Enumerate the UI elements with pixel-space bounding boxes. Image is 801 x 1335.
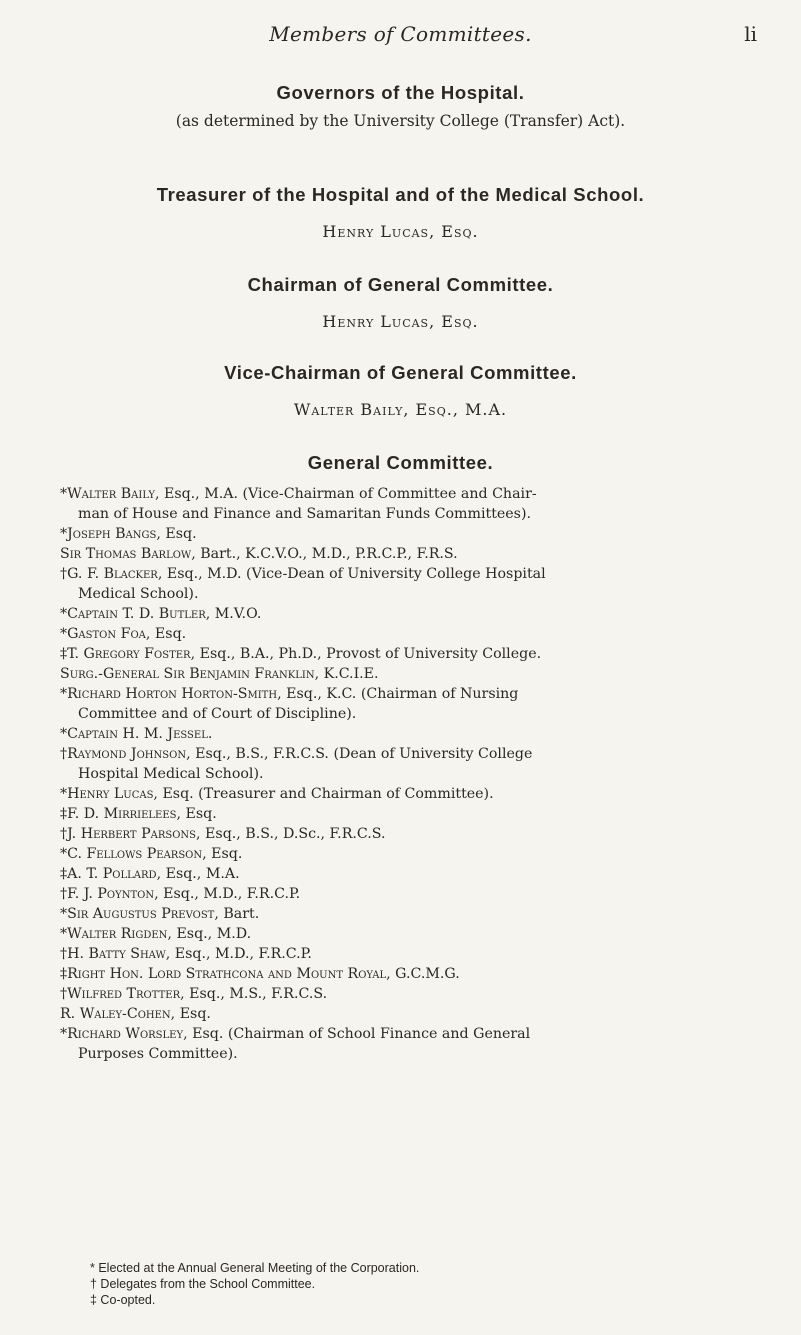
member-details: , Esq., M.D., F.R.C.P. <box>154 886 301 902</box>
member-details: , Esq. <box>176 806 217 822</box>
general-committee-heading: General Committee. <box>307 452 494 473</box>
member-details: , K.C.I.E. <box>314 666 379 682</box>
member-entry <box>60 684 760 724</box>
member-details-continued: Purposes Committee). <box>78 1046 238 1062</box>
chairman-heading: Chairman of General Committee. <box>247 274 554 295</box>
member-details-continued: Hospital Medical School). <box>78 766 264 782</box>
vice-chairman-name: Walter Baily, Esq., M.A. <box>293 400 508 419</box>
member-name: Right Hon. Lord Strathcona and Mount Royal <box>67 966 387 982</box>
member-mark: † <box>60 566 68 582</box>
governors-section <box>0 82 801 130</box>
member-details: , M.V.O. <box>205 606 262 622</box>
member-entry <box>60 964 760 984</box>
member-mark: † <box>60 826 68 842</box>
member-name: T. Gregory Foster <box>67 646 191 662</box>
member-name: F. D. Mirrielees <box>67 806 177 822</box>
member-mark: ‡ <box>60 806 68 822</box>
member-mark: * <box>60 906 68 922</box>
member-name: Henry Lucas <box>67 786 154 802</box>
member-mark: ‡ <box>60 966 68 982</box>
member-entry <box>60 1024 760 1064</box>
member-name: Walter Rigden <box>67 926 168 942</box>
footnotes <box>90 1260 750 1308</box>
footnote: ‡ Co-opted. <box>90 1293 156 1307</box>
member-name: Richard Worsley <box>67 1026 184 1042</box>
member-entry <box>60 844 760 864</box>
member-name: F. J. Poynton <box>67 886 155 902</box>
member-mark: * <box>60 1026 68 1042</box>
member-entry <box>60 524 760 544</box>
member-name: C. Fellows Pearson <box>67 846 203 862</box>
member-entry <box>60 604 760 624</box>
member-details: , Esq., M.D. (Vice-Dean of University College Hospital <box>157 566 546 582</box>
member-mark: * <box>60 526 68 542</box>
member-details: , Bart. <box>214 906 260 922</box>
member-entry <box>60 544 760 564</box>
member-details: , Esq. <box>145 626 187 642</box>
footnote: † Delegates from the School Committee. <box>90 1277 316 1291</box>
member-details-continued: Medical School). <box>78 586 199 602</box>
member-mark: * <box>60 926 68 942</box>
treasurer-name: Henry Lucas, Esq. <box>322 222 479 241</box>
running-head <box>0 22 801 52</box>
member-details: , Esq., M.A. <box>156 866 240 882</box>
member-entry <box>60 744 760 784</box>
member-entry <box>60 884 760 904</box>
member-details: , Esq., B.S., D.Sc., F.R.C.S. <box>196 826 386 842</box>
member-entry <box>60 824 760 844</box>
general-committee-heading-wrap <box>0 452 801 474</box>
member-entry <box>60 804 760 824</box>
member-name: G. F. Blacker <box>67 566 158 582</box>
member-name: Sir Thomas Barlow <box>60 546 192 562</box>
member-details: , Esq., K.C. (Chairman of Nursing <box>277 686 519 702</box>
member-mark: * <box>60 606 68 622</box>
member-entry <box>60 644 760 664</box>
member-name: Surg.-General Sir Benjamin Franklin <box>60 666 315 682</box>
member-mark: † <box>60 746 68 762</box>
general-committee-list <box>60 484 760 1064</box>
treasurer-heading: Treasurer of the Hospital and of the Medical School. <box>156 184 645 205</box>
member-details: , G.C.M.G. <box>386 966 460 982</box>
member-details-continued: Committee and of Court of Discipline). <box>78 706 357 722</box>
member-details: , Esq., M.D., F.R.C.P. <box>165 946 312 962</box>
member-mark: * <box>60 626 68 642</box>
member-name: Raymond Johnson <box>67 746 187 762</box>
page-number: li <box>744 22 757 46</box>
governors-note: (as determined by the University College (Transfer) Act). <box>175 112 626 130</box>
member-name: Gaston Foa <box>67 626 146 642</box>
running-title: Members of Committees. <box>269 22 532 46</box>
member-details: , Esq., B.S., F.R.C.S. (Dean of University College <box>186 746 533 762</box>
member-mark: * <box>60 686 68 702</box>
governors-heading: Governors of the Hospital. <box>276 82 525 103</box>
vice-chairman-section <box>0 362 801 419</box>
member-details: , Esq. (Chairman of School Finance and General <box>183 1026 531 1042</box>
member-mark: * <box>60 486 68 502</box>
member-details: , Esq., M.D. <box>167 926 252 942</box>
member-details: , Esq. (Treasurer and Chairman of Committee). <box>153 786 494 802</box>
chairman-section <box>0 274 801 331</box>
member-name: Joseph Bangs <box>67 526 157 542</box>
member-name: J. Herbert Parsons <box>67 826 197 842</box>
member-details: . <box>207 726 213 742</box>
member-details: , Bart., K.C.V.O., M.D., P.R.C.P., F.R.S. <box>191 546 458 562</box>
member-name: Captain H. M. Jessel <box>67 726 208 742</box>
member-mark: * <box>60 786 68 802</box>
member-entry <box>60 784 760 804</box>
member-mark: ‡ <box>60 866 68 882</box>
member-entry <box>60 1004 760 1024</box>
member-name: H. Batty Shaw <box>67 946 166 962</box>
member-details: , Esq., M.S., F.R.C.S. <box>180 986 328 1002</box>
chairman-name: Henry Lucas, Esq. <box>322 312 479 331</box>
member-name: Richard Horton Horton-Smith <box>67 686 278 702</box>
member-name: R. Waley-Cohen <box>60 1006 171 1022</box>
member-entry <box>60 724 760 744</box>
member-details: , Esq., B.A., Ph.D., Provost of University College. <box>190 646 542 662</box>
member-entry <box>60 924 760 944</box>
member-entry <box>60 564 760 604</box>
vice-chairman-heading: Vice-Chairman of General Committee. <box>224 362 577 383</box>
member-details: , Esq. <box>156 526 197 542</box>
member-details: , Esq., M.A. (Vice-Chairman of Committee and Chair- <box>154 486 537 502</box>
member-mark: * <box>60 846 68 862</box>
member-details: , Esq. <box>170 1006 211 1022</box>
member-name: Captain T. D. Butler <box>67 606 206 622</box>
member-name: A. T. Pollard <box>67 866 157 882</box>
member-mark: ‡ <box>60 646 68 662</box>
treasurer-section <box>0 184 801 241</box>
member-name: Wilfred Trotter <box>67 986 181 1002</box>
member-entry <box>60 624 760 644</box>
member-entry <box>60 904 760 924</box>
member-details: , Esq. <box>202 846 243 862</box>
member-mark: † <box>60 886 68 902</box>
member-entry <box>60 664 760 684</box>
footnote: * Elected at the Annual General Meeting of the Corporation. <box>90 1261 420 1275</box>
member-mark: * <box>60 726 68 742</box>
member-entry <box>60 864 760 884</box>
member-mark: † <box>60 986 68 1002</box>
member-name: Sir Augustus Prevost <box>67 906 215 922</box>
member-entry <box>60 984 760 1004</box>
member-details-continued: man of House and Finance and Samaritan Funds Committees). <box>78 506 532 522</box>
member-mark: † <box>60 946 68 962</box>
member-entry <box>60 944 760 964</box>
member-entry <box>60 484 760 524</box>
member-name: Walter Baily <box>67 486 155 502</box>
